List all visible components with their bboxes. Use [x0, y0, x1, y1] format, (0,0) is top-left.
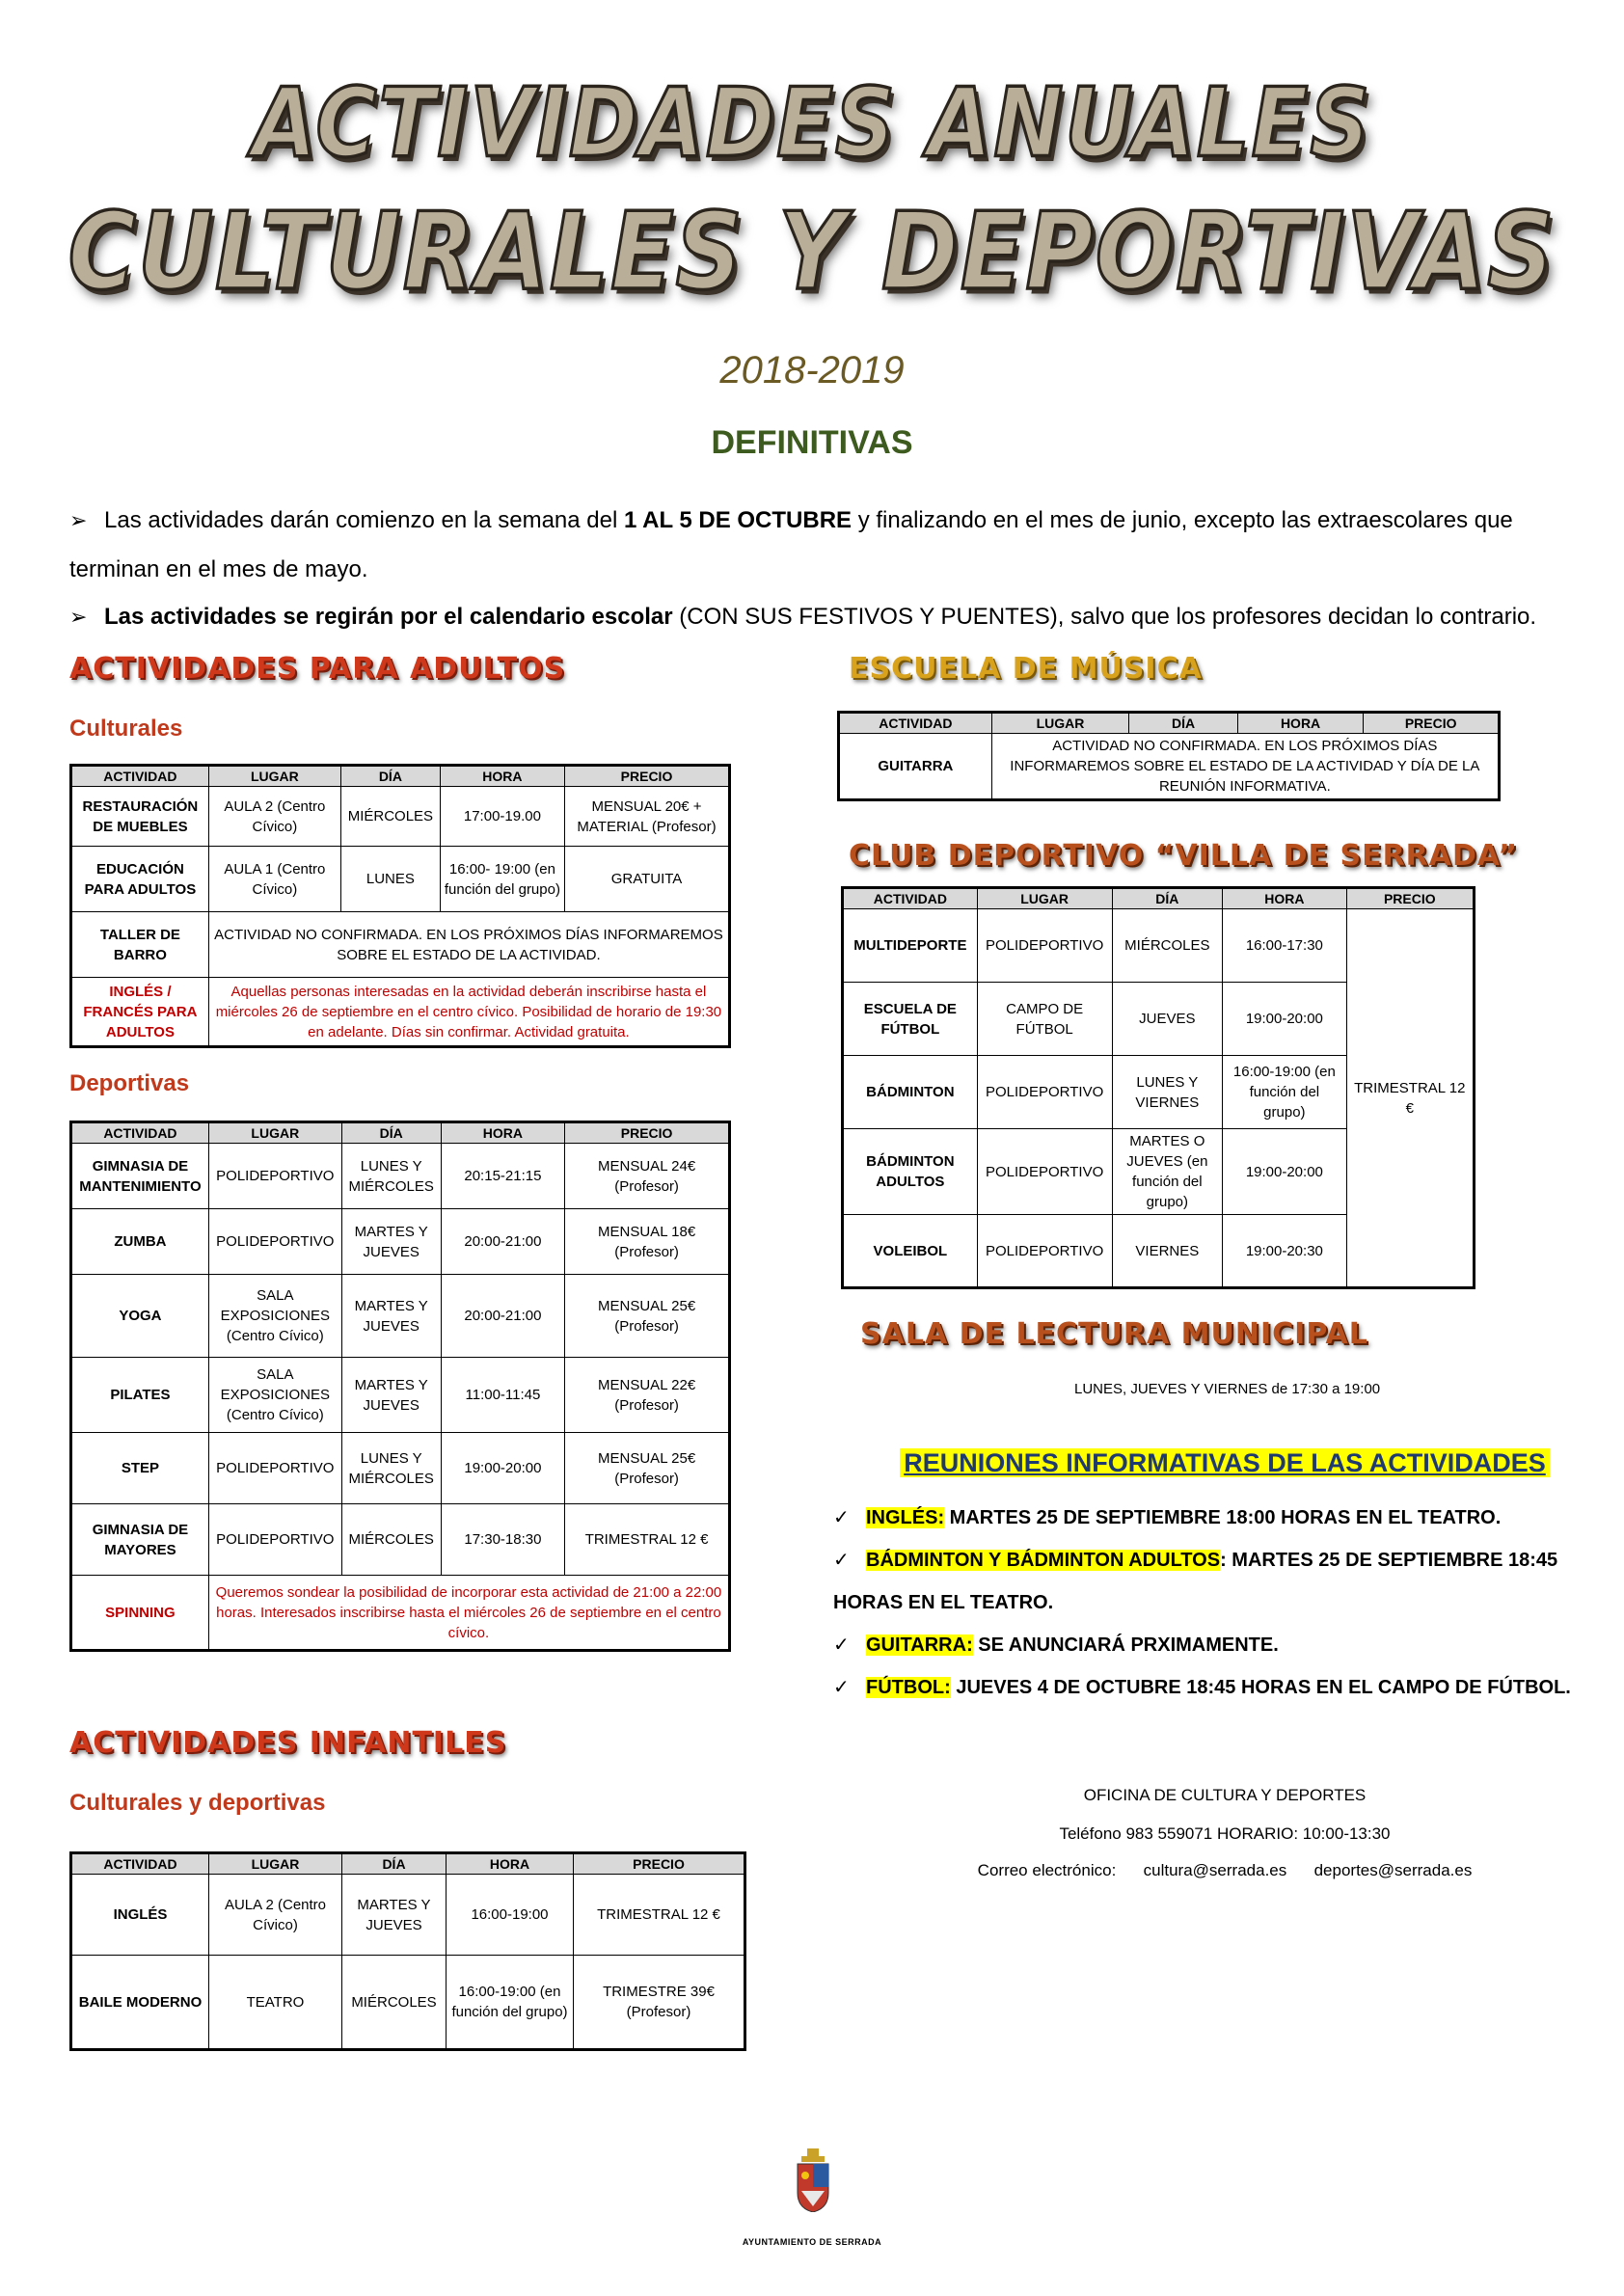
- place-cell: POLIDEPORTIVO: [208, 1504, 341, 1576]
- column-header: HORA: [441, 1122, 565, 1144]
- table-header-row: [71, 1122, 730, 1144]
- column-header: PRECIO: [574, 1853, 745, 1875]
- time-cell: 16:00-17:30: [1223, 909, 1346, 983]
- day-cell: JUEVES: [1112, 983, 1223, 1056]
- intro-paragraph-1: ➢ Las actividades darán comienzo en la semana del 1 AL 5 DE OCTUBRE y finalizando en el mes de junio, excepto las extraescolares que terminan en el mes de mayo.: [69, 496, 1574, 594]
- check-icon: ✓: [833, 1677, 850, 1698]
- time-cell: 20:00-21:00: [441, 1275, 565, 1358]
- column-header: DÍA: [340, 766, 440, 787]
- column-header: LUGAR: [977, 888, 1112, 909]
- time-cell: 20:00-21:00: [441, 1209, 565, 1275]
- column-header: HORA: [447, 1853, 574, 1875]
- activity-name: MULTIDEPORTE: [843, 909, 978, 983]
- reuniones-title: REUNIONES INFORMATIVAS DE LAS ACTIVIDADES: [839, 1448, 1610, 1478]
- activity-name: SPINNING: [71, 1576, 209, 1651]
- email-link-cultura[interactable]: cultura@serrada.es: [1143, 1861, 1287, 1879]
- place-cell: POLIDEPORTIVO: [208, 1433, 341, 1504]
- activity-name: RESTAURACIÓN DE MUEBLES: [71, 787, 209, 847]
- activity-note: Aquellas personas interesadas en la actividad deberán inscribirse hasta el miércoles 26 de septiembre en el centro cívico. Posibilidad de horario de 19:30 en adelante. Días sin confirmar. Actividad gratuita.: [208, 978, 729, 1047]
- day-cell: LUNES Y VIERNES: [1112, 1056, 1223, 1129]
- reunion-item-futbol: ✓ FÚTBOL: JUEVES 4 DE OCTUBRE 18:45 HORAS EN EL CAMPO DE FÚTBOL.: [833, 1666, 1605, 1709]
- time-cell: 19:00-20:00: [1223, 1129, 1346, 1215]
- place-cell: CAMPO DE FÚTBOL: [977, 983, 1112, 1056]
- day-cell: MIÉRCOLES: [1112, 909, 1223, 983]
- place-cell: SALA EXPOSICIONES (Centro Cívico): [208, 1275, 341, 1358]
- deportivas-label: Deportivas: [69, 1070, 190, 1096]
- check-icon: ✓: [833, 1507, 850, 1528]
- day-cell: LUNES: [340, 847, 440, 912]
- banner-title-line1: ACTIVIDADES ANUALES: [252, 68, 1372, 179]
- table-row: [71, 978, 730, 1047]
- table-header-row: [839, 713, 1500, 734]
- adultos-culturales-table: [69, 764, 731, 1048]
- reunion-item-guitarra: ✓ GUITARRA: SE ANUNCIARÁ PRXIMAMENTE.: [833, 1624, 1605, 1666]
- reunion-item-badminton: ✓ BÁDMINTON Y BÁDMINTON ADULTOS: MARTES 25 DE SEPTIEMBRE 18:45 HORAS EN EL TEATRO.: [833, 1539, 1595, 1624]
- column-header: HORA: [440, 766, 564, 787]
- check-icon: ✓: [833, 1550, 850, 1571]
- table-row: [839, 734, 1500, 800]
- day-cell: MARTES Y JUEVES: [341, 1275, 441, 1358]
- activity-name: GUITARRA: [839, 734, 992, 800]
- table-row: [71, 847, 730, 912]
- column-header: HORA: [1237, 713, 1364, 734]
- reading-hours: LUNES, JUEVES Y VIERNES de 17:30 a 19:00: [1074, 1381, 1381, 1397]
- activity-name: ESCUELA DE FÚTBOL: [843, 983, 978, 1056]
- banner-title-line2: CULTURALES Y DEPORTIVAS: [68, 189, 1556, 314]
- day-cell: MARTES O JUEVES (en función del grupo): [1112, 1129, 1223, 1215]
- day-cell: MIÉRCOLES: [340, 787, 440, 847]
- activity-name: TALLER DE BARRO: [71, 912, 209, 978]
- column-header: PRECIO: [1364, 713, 1500, 734]
- table-row: [71, 1433, 730, 1504]
- table-row: [71, 1358, 730, 1433]
- table-header-row: [843, 888, 1475, 909]
- activity-note: Queremos sondear la posibilidad de incorporar esta actividad de 21:00 a 22:00 horas. Interesados inscribirse hasta el miércoles 26 de septiembre en el centro cívico.: [208, 1576, 729, 1651]
- musica-table: [837, 711, 1501, 801]
- column-header: PRECIO: [565, 1122, 730, 1144]
- table-row: [71, 787, 730, 847]
- place-cell: POLIDEPORTIVO: [977, 1215, 1112, 1288]
- office-email: Correo electrónico: cultura@serrada.es deportes@serrada.es: [977, 1861, 1473, 1879]
- time-cell: 16:00-19:00 (en función del grupo): [447, 1956, 574, 2050]
- activity-name: ZUMBA: [71, 1209, 209, 1275]
- activity-name: INGLÉS: [71, 1875, 209, 1956]
- price-cell: MENSUAL 25€ (Profesor): [565, 1275, 730, 1358]
- office-phone: Teléfono 983 559071 HORARIO: 10:00-13:30: [1059, 1824, 1391, 1843]
- place-cell: TEATRO: [209, 1956, 342, 2050]
- column-header: PRECIO: [565, 766, 730, 787]
- column-header: DÍA: [341, 1122, 441, 1144]
- place-cell: POLIDEPORTIVO: [208, 1144, 341, 1209]
- time-cell: 16:00-19:00: [447, 1875, 574, 1956]
- culturales-label: Culturales: [69, 716, 183, 742]
- arrow-bullet-icon: ➢: [69, 605, 88, 629]
- activity-name: BÁDMINTON: [843, 1056, 978, 1129]
- time-cell: 19:00-20:00: [441, 1433, 565, 1504]
- price-cell: TRIMESTRE 39€ (Profesor): [574, 1956, 745, 2050]
- activity-name: INGLÉS / FRANCÉS PARA ADULTOS: [71, 978, 209, 1047]
- column-header: ACTIVIDAD: [839, 713, 992, 734]
- club-table: [841, 886, 1475, 1289]
- time-cell: 17:30-18:30: [441, 1504, 565, 1576]
- time-cell: 11:00-11:45: [441, 1358, 565, 1433]
- day-cell: LUNES Y MIÉRCOLES: [341, 1144, 441, 1209]
- section-lectura-heading: SALA DE LECTURA MUNICIPAL: [860, 1317, 1368, 1351]
- column-header: ACTIVIDAD: [71, 766, 209, 787]
- email-link-deportes[interactable]: deportes@serrada.es: [1313, 1861, 1473, 1879]
- activity-name: PILATES: [71, 1358, 209, 1433]
- status-title: DEFINITIVAS: [711, 424, 913, 461]
- day-cell: MARTES Y JUEVES: [341, 1358, 441, 1433]
- table-row: [71, 1144, 730, 1209]
- day-cell: MIÉRCOLES: [342, 1956, 447, 2050]
- price-cell: MENSUAL 20€ + MATERIAL (Profesor): [565, 787, 730, 847]
- price-cell: TRIMESTRAL 12 €: [574, 1875, 745, 1956]
- day-cell: MARTES Y JUEVES: [342, 1875, 447, 1956]
- activity-name: GIMNASIA DE MAYORES: [71, 1504, 209, 1576]
- coat-of-arms-icon: [796, 2148, 830, 2212]
- section-musica-heading: ESCUELA DE MÚSICA: [849, 652, 1203, 686]
- column-header: DÍA: [342, 1853, 447, 1875]
- infantiles-table: [69, 1851, 746, 2051]
- column-header: ACTIVIDAD: [71, 1122, 209, 1144]
- time-cell: 16:00- 19:00 (en función del grupo): [440, 847, 564, 912]
- column-header: LUGAR: [208, 766, 340, 787]
- table-row: [71, 1209, 730, 1275]
- section-club-heading: CLUB DEPORTIVO “VILLA DE SERRADA”: [849, 839, 1519, 873]
- table-row: [71, 1576, 730, 1651]
- activity-name: EDUCACIÓN PARA ADULTOS: [71, 847, 209, 912]
- office-name: OFICINA DE CULTURA Y DEPORTES: [1083, 1786, 1367, 1804]
- reunion-item-ingles: ✓ INGLÉS: MARTES 25 DE SEPTIEMBRE 18:00 HORAS EN EL TEATRO.: [833, 1497, 1605, 1539]
- arrow-bullet-icon: ➢: [69, 508, 88, 532]
- activity-name: BÁDMINTON ADULTOS: [843, 1129, 978, 1215]
- day-cell: MARTES Y JUEVES: [341, 1209, 441, 1275]
- column-header: LUGAR: [991, 713, 1129, 734]
- place-cell: AULA 2 (Centro Cívico): [208, 787, 340, 847]
- time-cell: 16:00-19:00 (en función del grupo): [1223, 1056, 1346, 1129]
- place-cell: POLIDEPORTIVO: [208, 1209, 341, 1275]
- place-cell: POLIDEPORTIVO: [977, 1129, 1112, 1215]
- price-cell: MENSUAL 25€ (Profesor): [565, 1433, 730, 1504]
- table-row: [71, 1504, 730, 1576]
- table-header-row: [71, 1853, 745, 1875]
- infantiles-label: Culturales y deportivas: [69, 1790, 326, 1816]
- seal-label: AYUNTAMIENTO DE SERRADA: [742, 2237, 882, 2247]
- time-cell: 17:00-19.00: [440, 787, 564, 847]
- section-infantiles-heading: ACTIVIDADES INFANTILES: [69, 1726, 507, 1760]
- table-row: [71, 1956, 745, 2050]
- price-cell: MENSUAL 18€ (Profesor): [565, 1209, 730, 1275]
- intro-paragraph-2: ➢ Las actividades se regirán por el calendario escolar (CON SUS FESTIVOS Y PUENTES), salvo que los profesores decidan lo contrario.: [69, 592, 1574, 641]
- price-cell: MENSUAL 24€ (Profesor): [565, 1144, 730, 1209]
- activity-name: YOGA: [71, 1275, 209, 1358]
- place-cell: AULA 2 (Centro Cívico): [209, 1875, 342, 1956]
- day-cell: LUNES Y MIÉRCOLES: [341, 1433, 441, 1504]
- column-header: HORA: [1223, 888, 1346, 909]
- activity-name: STEP: [71, 1433, 209, 1504]
- adultos-deportivas-table: [69, 1121, 731, 1652]
- activity-note: ACTIVIDAD NO CONFIRMADA. EN LOS PRÓXIMOS DÍAS INFORMAREMOS SOBRE EL ESTADO DE LA ACTIVIDAD.: [208, 912, 729, 978]
- time-cell: 19:00-20:00: [1223, 983, 1346, 1056]
- school-year: 2018-2019: [719, 349, 905, 392]
- place-cell: AULA 1 (Centro Cívico): [208, 847, 340, 912]
- section-adultos-heading: ACTIVIDADES PARA ADULTOS: [69, 652, 566, 686]
- price-cell: TRIMESTRAL 12 €: [1346, 909, 1474, 1288]
- activity-name: BAILE MODERNO: [71, 1956, 209, 2050]
- table-header-row: [71, 766, 730, 787]
- activity-name: GIMNASIA DE MANTENIMIENTO: [71, 1144, 209, 1209]
- table-row: [71, 1875, 745, 1956]
- column-header: ACTIVIDAD: [843, 888, 978, 909]
- column-header: PRECIO: [1346, 888, 1474, 909]
- column-header: LUGAR: [208, 1122, 341, 1144]
- check-icon: ✓: [833, 1634, 850, 1656]
- activity-name: VOLEIBOL: [843, 1215, 978, 1288]
- place-cell: POLIDEPORTIVO: [977, 909, 1112, 983]
- price-cell: MENSUAL 22€ (Profesor): [565, 1358, 730, 1433]
- price-cell: GRATUITA: [565, 847, 730, 912]
- column-header: ACTIVIDAD: [71, 1853, 209, 1875]
- day-cell: VIERNES: [1112, 1215, 1223, 1288]
- table-row: [843, 909, 1475, 983]
- column-header: LUGAR: [209, 1853, 342, 1875]
- place-cell: POLIDEPORTIVO: [977, 1056, 1112, 1129]
- time-cell: 20:15-21:15: [441, 1144, 565, 1209]
- place-cell: SALA EXPOSICIONES (Centro Cívico): [208, 1358, 341, 1433]
- activity-note: ACTIVIDAD NO CONFIRMADA. EN LOS PRÓXIMOS DÍAS INFORMAREMOS SOBRE EL ESTADO DE LA ACTIVIDAD Y DÍA DE LA REUNIÓN INFORMATIVA.: [991, 734, 1499, 800]
- price-cell: TRIMESTRAL 12 €: [565, 1504, 730, 1576]
- column-header: DÍA: [1112, 888, 1223, 909]
- day-cell: MIÉRCOLES: [341, 1504, 441, 1576]
- time-cell: 19:00-20:30: [1223, 1215, 1346, 1288]
- table-row: [71, 1275, 730, 1358]
- table-row: [71, 912, 730, 978]
- column-header: DÍA: [1129, 713, 1237, 734]
